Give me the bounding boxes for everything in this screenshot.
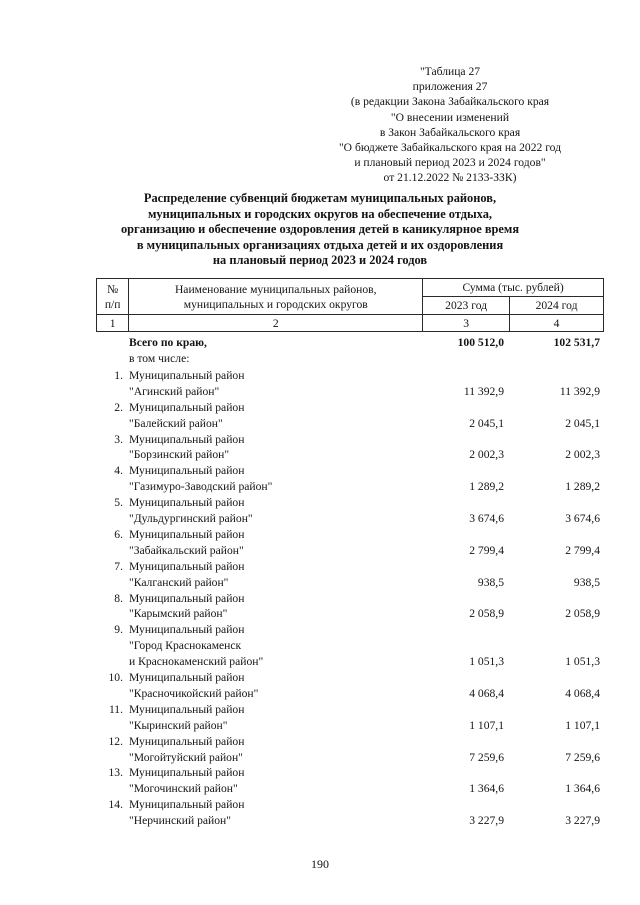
district-name-line: "Газимуро-Заводский район"	[129, 480, 273, 494]
title-line: Распределение субвенций бюджетам муниципальных районов,	[143, 191, 497, 205]
row-number: 12.	[108, 734, 123, 748]
title-line: в муниципальных организациях отдыха детей и их оздоровления	[136, 237, 504, 252]
district-name-line: Муниципальный район	[129, 559, 245, 573]
district-name-line: "Могойтуйский район"	[129, 750, 243, 764]
district-name-line: Муниципальный район	[129, 591, 245, 605]
page-number: 190	[311, 857, 329, 871]
value-2024: 7 259,6	[565, 750, 600, 764]
table-body	[96, 336, 604, 830]
table-row	[96, 560, 604, 592]
district-name-line: "Дульдургинский район"	[129, 512, 253, 526]
value-2023: 11 392,9	[463, 384, 504, 398]
district-name-line: "Балейский район"	[129, 416, 223, 430]
district-name-line: Муниципальный район	[129, 766, 245, 780]
value-2024: 2 799,4	[565, 543, 600, 557]
title-line: организацию и обеспечение оздоровления детей в каникулярное время	[120, 222, 520, 237]
table-row	[96, 703, 604, 735]
district-name-line: Муниципальный район	[129, 734, 245, 748]
district-name-line: Муниципальный район	[129, 702, 245, 716]
value-2023: 938,5	[477, 575, 504, 589]
district-name-line: "Кыринский район"	[129, 718, 228, 732]
district-name-line: Муниципальный район	[129, 464, 245, 478]
row-number: 1.	[114, 369, 123, 382]
value-2023: 1 289,2	[469, 480, 504, 494]
district-name-line: "Нерчинский район"	[129, 814, 231, 828]
value-2024: 938,5	[573, 575, 600, 589]
row-number: 11.	[108, 702, 123, 716]
value-2023: 2 045,1	[469, 416, 504, 430]
header-cell-year-2023: 2023 год	[423, 297, 510, 315]
header-number-line2: п/п	[104, 297, 121, 311]
document-title	[70, 191, 570, 269]
value-2023: 1 107,1	[469, 718, 504, 732]
title-line: муниципальных и городских округов на обеспечение отдыха,	[147, 206, 493, 221]
district-name-line: Муниципальный район	[129, 400, 245, 414]
table-row	[96, 369, 604, 401]
table-row	[96, 401, 604, 433]
table-row	[96, 464, 604, 496]
value-2024: 2 045,1	[565, 416, 600, 430]
header-line: в Закон Забайкальского края	[379, 125, 521, 139]
district-name-line: Муниципальный район	[129, 623, 245, 637]
total-label: Всего по краю,	[129, 336, 207, 349]
table-row	[96, 496, 604, 528]
district-name-line: Муниципальный район	[129, 527, 245, 541]
district-name-line: Муниципальный район	[129, 798, 245, 812]
header-line: "О внесении изменений	[390, 110, 510, 124]
table-row	[96, 735, 604, 767]
header-cell-year-2024: 2024 год	[510, 297, 604, 315]
district-name-line: "Город Краснокаменск	[129, 639, 242, 653]
total-sublabel: в том числе:	[129, 352, 190, 365]
header-number-line1: №	[107, 282, 119, 296]
district-name-line: Муниципальный район	[129, 369, 245, 382]
district-name-line: "Карымский район"	[129, 607, 228, 621]
column-number-cell: 2	[129, 315, 423, 332]
value-2024: 4 068,4	[565, 686, 600, 700]
district-name-line: "Забайкальский район"	[129, 543, 244, 557]
header-line: от 21.12.2022 № 2133-ЗЗК)	[383, 171, 517, 185]
row-number: 6.	[114, 527, 123, 541]
district-name-line: "Красночикойский район"	[129, 686, 259, 700]
district-name-line: "Борзинский район"	[129, 448, 230, 462]
value-2023: 2 002,3	[469, 448, 504, 462]
value-2024: 1 107,1	[565, 718, 600, 732]
value-2023: 3 674,6	[469, 512, 504, 526]
table-row	[96, 433, 604, 465]
row-number: 10.	[108, 671, 123, 685]
table-row	[96, 766, 604, 798]
value-2024: 2 058,9	[565, 607, 600, 621]
value-2024: 1 051,3	[565, 655, 600, 669]
value-2023: 7 259,6	[469, 750, 504, 764]
value-2024: 1 289,2	[565, 480, 600, 494]
row-number: 7.	[114, 559, 123, 573]
row-number: 5.	[114, 496, 123, 510]
value-2024: 3 227,9	[565, 814, 600, 828]
value-2023: 1 364,6	[469, 782, 504, 796]
row-number: 2.	[114, 400, 123, 414]
header-line: и плановый период 2023 и 2024 годов"	[354, 156, 546, 170]
table-header	[96, 278, 604, 332]
district-name-line: Муниципальный район	[129, 432, 245, 446]
header-name-line1: Наименование муниципальных районов,	[174, 282, 377, 296]
total-value-2024: 102 531,7	[553, 336, 600, 349]
district-name-line: Муниципальный район	[129, 671, 245, 685]
column-number-cell: 3	[423, 315, 510, 332]
table-row	[96, 671, 604, 703]
value-2024: 1 364,6	[565, 782, 600, 796]
row-number: 4.	[114, 464, 123, 478]
district-name-line: и Краснокаменский район"	[129, 655, 264, 669]
value-2024: 3 674,6	[565, 512, 600, 526]
header-line: "О бюджете Забайкальского края на 2022 год	[338, 141, 562, 155]
table-row	[96, 623, 604, 671]
header-line: (в редакции Закона Забайкальского края	[350, 95, 550, 109]
total-value-2023: 100 512,0	[457, 336, 504, 349]
table-row	[96, 798, 604, 830]
row-number: 9.	[114, 623, 123, 637]
total-row	[96, 336, 604, 369]
district-name-line: "Агинский район"	[129, 384, 220, 398]
header-name-line2: муниципальных и городских округов	[183, 297, 368, 311]
row-number: 3.	[114, 432, 123, 446]
district-name-line: "Могочинский район"	[129, 782, 238, 796]
column-number-cell: 1	[97, 315, 129, 332]
district-name-line: Муниципальный район	[129, 496, 245, 510]
table-row	[96, 592, 604, 624]
district-name-line: "Калганский район"	[129, 575, 229, 589]
value-2024: 11 392,9	[559, 384, 600, 398]
value-2023: 1 051,3	[469, 655, 504, 669]
header-cell-name	[129, 279, 423, 315]
column-number-cell: 4	[510, 315, 604, 332]
value-2023: 2 799,4	[469, 543, 504, 557]
value-2023: 3 227,9	[469, 814, 504, 828]
row-number: 8.	[114, 591, 123, 605]
header-cell-sum: Сумма (тыс. рублей)	[423, 279, 604, 297]
header-line: приложения 27	[412, 80, 488, 94]
table-row	[96, 528, 604, 560]
header-line: "Таблица 27	[419, 65, 481, 78]
row-number: 13.	[108, 766, 123, 780]
table-reference-header	[310, 64, 590, 186]
value-2023: 2 058,9	[469, 607, 504, 621]
title-line: на плановый период 2023 и 2024 годов	[212, 253, 428, 268]
header-cell-number	[97, 279, 129, 315]
value-2023: 4 068,4	[469, 686, 504, 700]
value-2024: 2 002,3	[565, 448, 600, 462]
row-number: 14.	[108, 798, 123, 812]
